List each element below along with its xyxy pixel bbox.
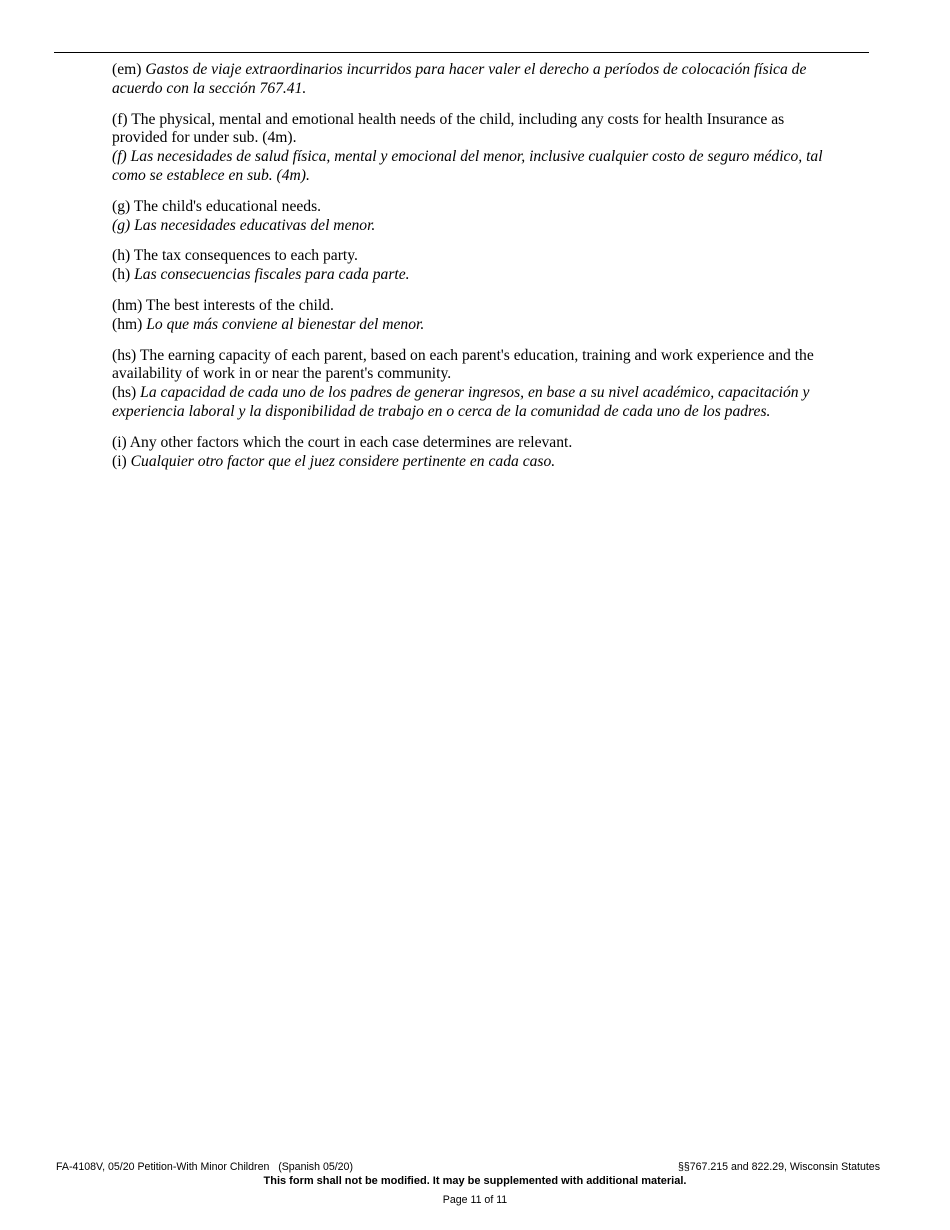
es-text: Gastos de viaje extraordinarios incurridos para hacer valer el derecho a períodos de colocación física de acuerdo con la sección 767.41.: [112, 61, 807, 97]
section-f: [112, 111, 837, 186]
es-text: Lo que más conviene al bienestar del menor.: [146, 315, 425, 333]
modification-warning: This form shall not be modified. It may be supplemented with additional material.: [263, 1175, 687, 1187]
es-text: La capacidad de cada uno de los padres de generar ingresos, en base a su nivel académico, capacitación y experiencia laboral y la disponibilidad de trabajo en o cerca de la comunidad de cada uno de los padres.: [112, 384, 810, 420]
es-label: (em): [112, 61, 142, 78]
es-text: Las necesidades de salud física, mental y emocional del menor, inclusive cualquier costo de seguro médico, tal como se establece en sub. (4m).: [112, 148, 823, 184]
en-text: (h) The tax consequences to each party.: [112, 247, 358, 265]
form-id: FA-4108V, 05/20 Petition-With Minor Children (Spanish 05/20): [56, 1161, 353, 1173]
es-line: [112, 148, 837, 186]
es-line: [112, 384, 837, 422]
en-text: (i) Any other factors which the court in each case determines are relevant.: [112, 433, 573, 451]
section-i: [112, 434, 837, 472]
section-h: [112, 247, 837, 285]
section-g: [112, 198, 837, 236]
top-rule: [54, 52, 869, 53]
section-hm: [112, 297, 837, 335]
en-text: (hs) The earning capacity of each parent, based on each parent's education, training and work experience and the availability of work in or near the parent's community.: [112, 346, 814, 383]
es-line: [112, 61, 837, 99]
section-em: [112, 61, 837, 99]
es-label: (hs): [112, 384, 137, 402]
footer-info-row: [0, 1161, 950, 1174]
es-label: (f): [112, 148, 127, 166]
en-text: (g) The child's educational needs.: [112, 197, 322, 215]
en-text: (hm) The best interests of the child.: [112, 296, 334, 314]
es-text: Las necesidades educativas del menor.: [134, 216, 376, 234]
document-body: [112, 61, 837, 483]
es-label: (i): [112, 452, 127, 470]
es-line: [112, 316, 837, 335]
es-line: [112, 266, 837, 285]
statutes-reference: §§767.215 and 822.29, Wisconsin Statutes: [677, 1161, 880, 1173]
es-text: Las consecuencias fiscales para cada parte.: [134, 266, 410, 284]
es-line: [112, 453, 837, 472]
es-label: (hm): [112, 315, 143, 333]
section-hs: [112, 347, 837, 422]
es-text: Cualquier otro factor que el juez considere pertinente en cada caso.: [130, 452, 556, 470]
es-label: (g): [112, 216, 131, 234]
page-number: Page 11 of 11: [442, 1194, 508, 1206]
es-label: (h): [112, 266, 131, 284]
es-line: [112, 217, 837, 236]
en-text: (f) The physical, mental and emotional health needs of the child, including any costs for health Insurance as provided for under sub. (4m).: [112, 110, 785, 147]
